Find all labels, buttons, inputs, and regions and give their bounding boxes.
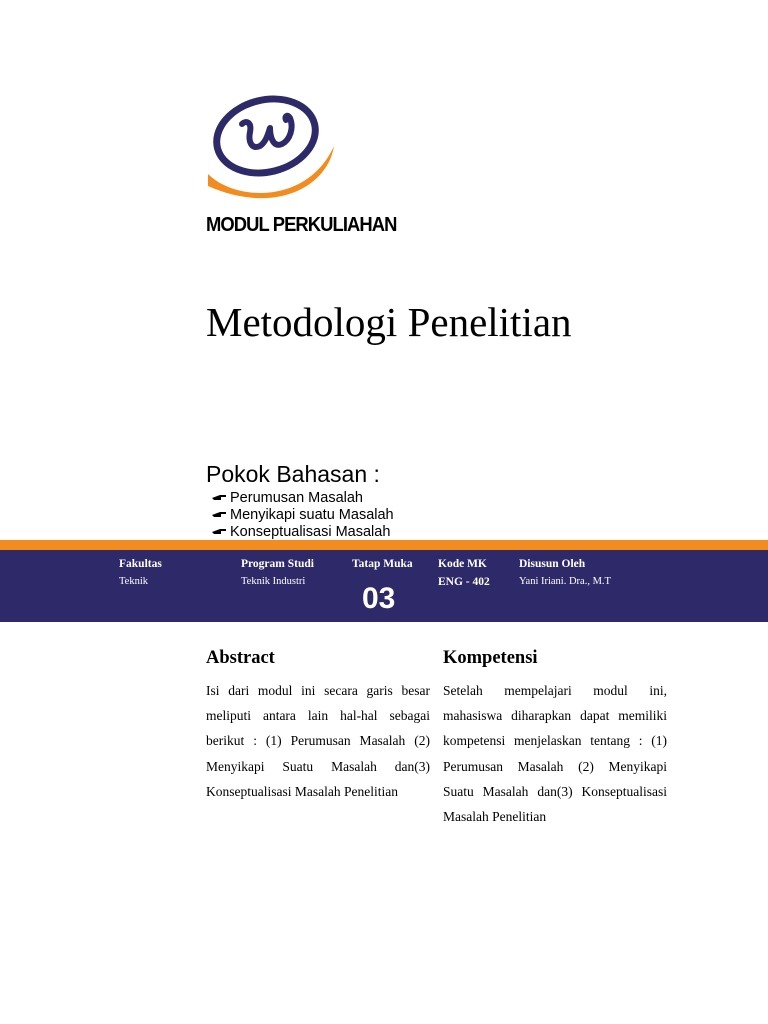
- topic-label: Perumusan Masalah: [230, 489, 363, 506]
- kode-label: Kode MK: [438, 558, 487, 570]
- list-item: [212, 489, 394, 506]
- tatap-value: 03: [362, 582, 396, 615]
- kompetensi-heading: Kompetensi: [443, 648, 538, 668]
- list-item: [212, 506, 394, 523]
- prodi-column: [241, 558, 314, 587]
- pointing-hand-icon: [212, 493, 226, 503]
- list-item: [212, 523, 394, 540]
- abstract-heading: Abstract: [206, 648, 275, 668]
- page-title: Metodologi Penelitian: [206, 299, 572, 345]
- pointing-hand-icon: [212, 510, 226, 520]
- abstract-text: Isi dari modul ini secara garis besar meliputi antara lain hal-hal sebagai berikut : (1) Perumusan Masalah (2) Menyikapi Suatu Masalah dan(3) Konseptualisasi Masalah Penelitian: [206, 683, 430, 799]
- tatap-label: Tatap Muka: [352, 558, 413, 570]
- disusun-value: Yani Iriani. Dra., M.T: [519, 576, 611, 587]
- topic-label: Konseptualisasi Masalah: [230, 523, 391, 540]
- pointing-hand-icon: [212, 527, 226, 537]
- pokok-bahasan-heading: Pokok Bahasan :: [206, 461, 380, 487]
- orange-divider: [0, 540, 768, 550]
- umb-w-logo-icon: [206, 90, 338, 212]
- fakultas-label: Fakultas: [119, 558, 162, 570]
- prodi-label: Program Studi: [241, 558, 314, 570]
- prodi-value: Teknik Industri: [241, 576, 306, 587]
- fakultas-value: Teknik: [119, 576, 149, 587]
- tatap-column: [352, 558, 413, 570]
- course-info-band: [0, 550, 768, 622]
- disusun-label: Disusun Oleh: [519, 558, 586, 570]
- topic-list: [212, 489, 394, 540]
- kode-column: [438, 558, 490, 588]
- disusun-column: [519, 558, 611, 587]
- kode-value: ENG - 402: [438, 576, 490, 588]
- topic-label: Menyikapi suatu Masalah: [230, 506, 394, 523]
- modul-label: MODUL PERKULIAHAN: [206, 214, 397, 236]
- fakultas-column: [119, 558, 162, 587]
- kompetensi-text: Setelah mempelajari modul ini, mahasiswa diharapkan dapat memiliki kompetensi menjelaskan tentang : (1) Perumusan Masalah (2) Menyikapi Suatu Masalah dan(3) Konseptualisasi Masalah Penelitian: [443, 683, 667, 825]
